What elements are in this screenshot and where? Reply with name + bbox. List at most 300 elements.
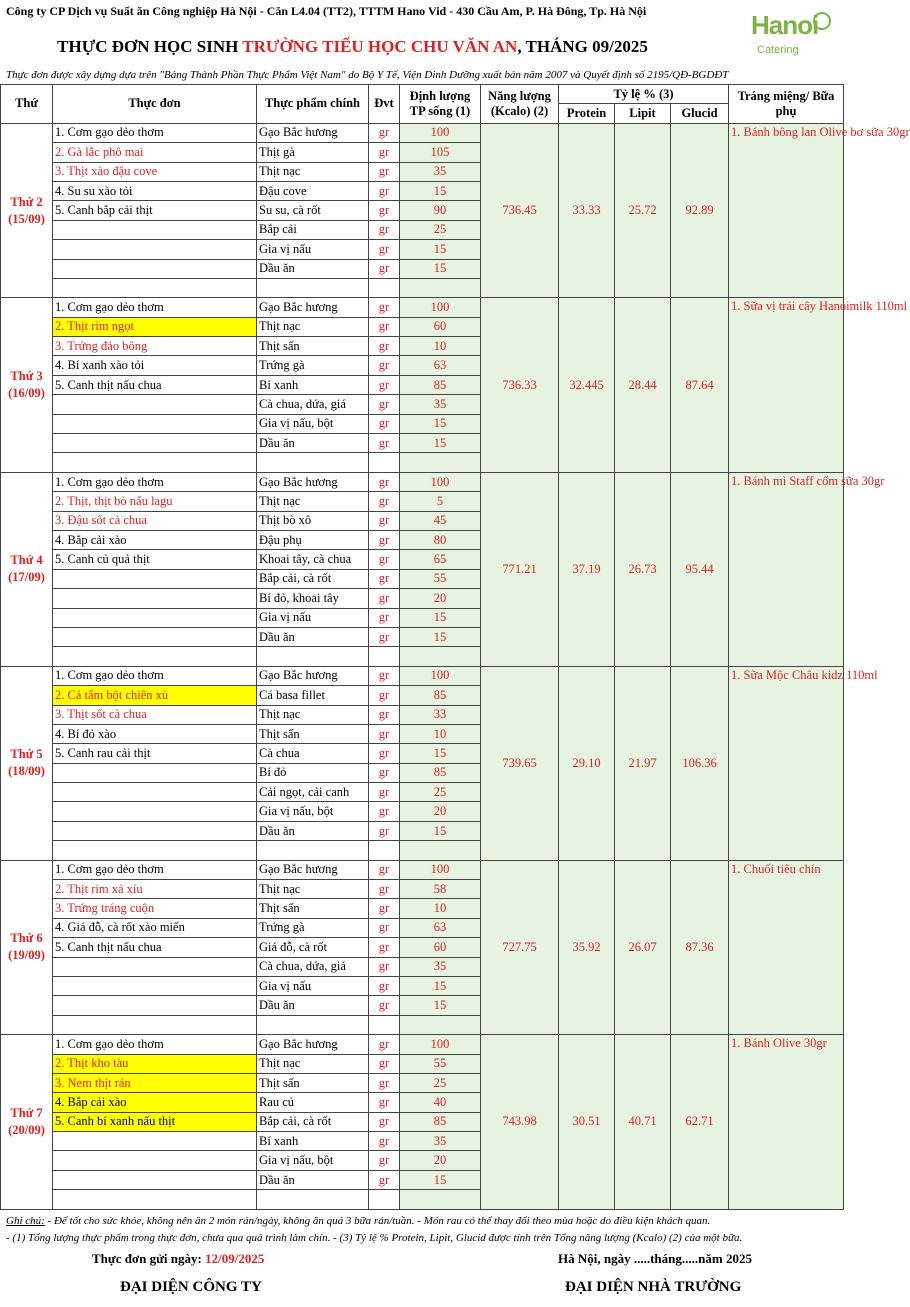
day-cell — [1, 298, 53, 473]
ingredient-cell — [257, 278, 369, 297]
unit-cell: gr — [369, 957, 400, 976]
day-date: (15/09) — [8, 211, 45, 226]
dish-cell: 2. Thịt kho tàu — [53, 1054, 257, 1073]
qty-cell: 85 — [400, 1112, 481, 1131]
col-dessert: Tráng miệng/ Bữa phụ — [729, 85, 844, 124]
day-date: (19/09) — [8, 948, 45, 963]
day-cell — [1, 666, 53, 860]
qty-cell: 5 — [400, 492, 481, 511]
lipit-cell: 40.71 — [615, 1035, 671, 1210]
ingredient-cell: Thịt nạc — [257, 705, 369, 724]
col-lipit: Lipit — [615, 104, 671, 123]
dish-cell: 5. Canh bắp cải thịt — [53, 201, 257, 220]
glucid-cell: 62.71 — [671, 1035, 729, 1210]
table-row — [1, 860, 844, 879]
dessert-cell: 1. Bánh bông lan Olive bơ sữa 30gr — [729, 123, 844, 298]
unit-cell — [369, 1190, 400, 1209]
dish-cell: 4. Bắp cải xào — [53, 530, 257, 549]
ingredient-cell: Dầu ăn — [257, 996, 369, 1015]
unit-cell: gr — [369, 705, 400, 724]
page-title — [0, 37, 705, 57]
unit-cell: gr — [369, 259, 400, 278]
ingredient-cell: Gạo Bắc hương — [257, 123, 369, 142]
ingredient-cell: Thịt gà — [257, 143, 369, 162]
qty-cell: 85 — [400, 686, 481, 705]
day-cell — [1, 472, 53, 666]
unit-cell: gr — [369, 763, 400, 782]
dish-cell: 4. Bí xanh xào tỏi — [53, 356, 257, 375]
qty-cell: 105 — [400, 143, 481, 162]
dish-cell: 2. Gà lắc phô mai — [53, 143, 257, 162]
qty-cell: 60 — [400, 938, 481, 957]
ingredient-cell: Bí đỏ — [257, 763, 369, 782]
school-name: TRƯỜNG TIỂU HỌC CHU VĂN AN — [242, 37, 518, 56]
qty-cell: 100 — [400, 860, 481, 879]
dish-cell: 3. Đậu sốt cà chua — [53, 511, 257, 530]
unit-cell: gr — [369, 627, 400, 646]
day-label: Thứ 4 — [10, 553, 43, 568]
notes-line-1 — [6, 1213, 837, 1230]
dish-cell — [53, 1151, 257, 1170]
dish-cell: 2. Thịt rim ngọt — [53, 317, 257, 336]
dish-cell: 4. Bí đỏ xào — [53, 724, 257, 743]
dish-cell: 3. Thịt sốt cà chua — [53, 705, 257, 724]
protein-cell: 32.445 — [559, 298, 615, 473]
dish-cell: 3. Thịt xào đậu cove — [53, 162, 257, 181]
ingredient-cell: Đậu cove — [257, 181, 369, 200]
dish-cell: 5. Canh rau cải thịt — [53, 744, 257, 763]
day-cell — [1, 123, 53, 298]
qty-cell: 15 — [400, 608, 481, 627]
dessert-cell: 1. Chuối tiêu chín — [729, 860, 844, 1035]
ingredient-cell: Thịt nạc — [257, 492, 369, 511]
qty-cell: 33 — [400, 705, 481, 724]
table-row — [1, 472, 844, 491]
day-cell — [1, 860, 53, 1035]
dish-cell — [53, 414, 257, 433]
unit-cell: gr — [369, 589, 400, 608]
dish-cell: 5. Canh thịt nấu chua — [53, 375, 257, 394]
logo-main: Hanoi — [751, 10, 819, 40]
ingredient-cell: Cà chua — [257, 744, 369, 763]
unit-cell: gr — [369, 395, 400, 414]
ingredient-cell: Cà chua, dứa, giá — [257, 395, 369, 414]
unit-cell: gr — [369, 608, 400, 627]
dish-cell — [53, 240, 257, 259]
ingredient-cell: Thịt sấn — [257, 724, 369, 743]
unit-cell: gr — [369, 511, 400, 530]
ingredient-cell: Cà chua, dứa, giá — [257, 957, 369, 976]
dish-cell — [53, 608, 257, 627]
ingredient-cell — [257, 841, 369, 860]
unit-cell: gr — [369, 783, 400, 802]
dish-cell — [53, 841, 257, 860]
col-glucid: Glucid — [671, 104, 729, 123]
qty-cell: 10 — [400, 337, 481, 356]
ingredient-cell: Dầu ăn — [257, 259, 369, 278]
dish-cell: 1. Cơm gạo dẻo thơm — [53, 298, 257, 317]
ingredient-cell: Thịt nạc — [257, 162, 369, 181]
lipit-cell: 26.73 — [615, 472, 671, 666]
logo-chef-hat-icon — [813, 12, 831, 30]
energy-cell: 739.65 — [481, 666, 559, 860]
company-representative: ĐẠI DIỆN CÔNG TY — [120, 1278, 262, 1295]
qty-cell: 35 — [400, 957, 481, 976]
ingredient-cell: Gia vị nấu, bột — [257, 802, 369, 821]
unit-cell — [369, 647, 400, 666]
qty-cell: 15 — [400, 976, 481, 995]
col-energy: Năng lượng (Kcalo) (2) — [481, 85, 559, 124]
unit-cell: gr — [369, 976, 400, 995]
qty-cell: 35 — [400, 395, 481, 414]
sent-label: Thực đơn gửi ngày: — [92, 1250, 206, 1266]
unit-cell: gr — [369, 1112, 400, 1131]
unit-cell: gr — [369, 1093, 400, 1112]
dish-cell: 1. Cơm gạo dẻo thơm — [53, 666, 257, 685]
unit-cell: gr — [369, 938, 400, 957]
glucid-cell: 87.64 — [671, 298, 729, 473]
unit-cell: gr — [369, 220, 400, 239]
dish-cell — [53, 1190, 257, 1209]
unit-cell: gr — [369, 724, 400, 743]
ingredient-cell: Thịt nạc — [257, 317, 369, 336]
dish-cell — [53, 957, 257, 976]
dish-cell — [53, 278, 257, 297]
qty-cell — [400, 1190, 481, 1209]
title-suffix: , THÁNG 09/2025 — [517, 37, 648, 56]
qty-cell: 55 — [400, 569, 481, 588]
qty-cell — [400, 1015, 481, 1034]
qty-cell: 15 — [400, 259, 481, 278]
qty-cell: 15 — [400, 821, 481, 840]
qty-cell: 55 — [400, 1054, 481, 1073]
ingredient-cell — [257, 1015, 369, 1034]
dish-cell — [53, 453, 257, 472]
dish-cell — [53, 976, 257, 995]
qty-cell: 100 — [400, 1035, 481, 1054]
unit-cell: gr — [369, 201, 400, 220]
dish-cell — [53, 1132, 257, 1151]
qty-cell: 15 — [400, 744, 481, 763]
ingredient-cell: Bí xanh — [257, 1132, 369, 1151]
unit-cell: gr — [369, 375, 400, 394]
ingredient-cell: Thịt sấn — [257, 899, 369, 918]
qty-cell: 15 — [400, 1170, 481, 1189]
ingredient-cell — [257, 647, 369, 666]
sent-date-line — [92, 1251, 264, 1267]
ingredient-cell: Thịt sấn — [257, 337, 369, 356]
unit-cell: gr — [369, 472, 400, 491]
qty-cell: 15 — [400, 434, 481, 453]
ingredient-cell: Gia vị nấu, bột — [257, 414, 369, 433]
ingredient-cell: Cá basa fillet — [257, 686, 369, 705]
unit-cell: gr — [369, 240, 400, 259]
qty-cell — [400, 278, 481, 297]
day-label: Thứ 3 — [10, 369, 43, 384]
glucid-cell: 92.89 — [671, 123, 729, 298]
unit-cell: gr — [369, 550, 400, 569]
ingredient-cell: Thịt bò xô — [257, 511, 369, 530]
ingredient-cell: Dầu ăn — [257, 627, 369, 646]
dessert-cell: 1. Sữa Mộc Châu kidz 110ml — [729, 666, 844, 860]
col-unit: Đvt — [369, 85, 400, 124]
dish-cell: 1. Cơm gạo dẻo thơm — [53, 123, 257, 142]
catering-logo — [747, 8, 837, 62]
qty-cell: 63 — [400, 918, 481, 937]
ingredient-cell: Gạo Bắc hương — [257, 472, 369, 491]
dish-cell: 1. Cơm gạo dẻo thơm — [53, 1035, 257, 1054]
col-qty: Định lượng TP sống (1) — [400, 85, 481, 124]
day-label: Thứ 2 — [10, 194, 43, 209]
unit-cell: gr — [369, 899, 400, 918]
col-menu: Thực đơn — [53, 85, 257, 124]
ingredient-cell: Su su, cà rốt — [257, 201, 369, 220]
qty-cell: 10 — [400, 899, 481, 918]
dish-cell — [53, 1170, 257, 1189]
table-row — [1, 1035, 844, 1054]
day-date: (17/09) — [8, 570, 45, 585]
menu-table — [0, 84, 910, 1210]
unit-cell: gr — [369, 1151, 400, 1170]
qty-cell: 100 — [400, 666, 481, 685]
energy-cell: 743.98 — [481, 1035, 559, 1210]
col-protein: Protein — [559, 104, 615, 123]
qty-cell: 15 — [400, 996, 481, 1015]
day-date: (18/09) — [8, 764, 45, 779]
dish-cell — [53, 395, 257, 414]
source-note: Thực đơn được xây dựng dựa trên "Bảng Thành Phần Thực Phẩm Việt Nam" do Bộ Y Tế, Viện Dinh Dưỡng xuất bản năm 2007 và Quyết định số 2195/QĐ-BGDĐT — [6, 69, 729, 81]
unit-cell: gr — [369, 1132, 400, 1151]
unit-cell — [369, 1015, 400, 1034]
dish-cell — [53, 434, 257, 453]
table-row — [1, 298, 844, 317]
col-day: Thứ — [1, 85, 53, 124]
unit-cell: gr — [369, 666, 400, 685]
table-row — [1, 123, 844, 142]
ingredient-cell: Gia vị nấu, bột — [257, 1151, 369, 1170]
dish-cell — [53, 1015, 257, 1034]
ingredient-cell: Trứng gà — [257, 918, 369, 937]
unit-cell: gr — [369, 996, 400, 1015]
col-ingredient: Thực phẩm chính — [257, 85, 369, 124]
unit-cell: gr — [369, 744, 400, 763]
dish-cell: 2. Thịt rim xá xíu — [53, 880, 257, 899]
lipit-cell: 26.07 — [615, 860, 671, 1035]
dish-cell — [53, 647, 257, 666]
qty-cell: 25 — [400, 783, 481, 802]
qty-cell: 35 — [400, 162, 481, 181]
qty-cell: 20 — [400, 589, 481, 608]
dish-cell: 3. Trứng đảo bông — [53, 337, 257, 356]
ingredient-cell: Bắp cải — [257, 220, 369, 239]
unit-cell — [369, 841, 400, 860]
qty-cell: 35 — [400, 1132, 481, 1151]
glucid-cell: 106.36 — [671, 666, 729, 860]
ingredient-cell: Khoai tây, cà chua — [257, 550, 369, 569]
dish-cell — [53, 220, 257, 239]
glucid-cell: 95.44 — [671, 472, 729, 666]
dish-cell: 2. Thịt, thịt bò nấu lagu — [53, 492, 257, 511]
dessert-cell: 1. Bánh mì Staff cốm sữa 30gr — [729, 472, 844, 666]
ingredient-cell: Thịt nạc — [257, 1054, 369, 1073]
ingredient-cell: Dầu ăn — [257, 821, 369, 840]
ingredient-cell: Gia vị nấu — [257, 240, 369, 259]
qty-cell — [400, 453, 481, 472]
qty-cell: 90 — [400, 201, 481, 220]
day-date: (20/09) — [8, 1122, 45, 1137]
unit-cell: gr — [369, 337, 400, 356]
qty-cell: 85 — [400, 375, 481, 394]
notes-label: Ghi chú: — [6, 1214, 45, 1227]
ingredient-cell: Giá đỗ, cà rốt — [257, 938, 369, 957]
ingredient-cell: Gạo Bắc hương — [257, 666, 369, 685]
qty-cell: 15 — [400, 414, 481, 433]
day-label: Thứ 6 — [10, 931, 43, 946]
dish-cell — [53, 589, 257, 608]
protein-cell: 37.19 — [559, 472, 615, 666]
dish-cell: 5. Canh thịt nấu chua — [53, 938, 257, 957]
page-footer — [0, 1247, 843, 1307]
qty-cell: 25 — [400, 220, 481, 239]
dish-cell: 3. Trứng tráng cuộn — [53, 899, 257, 918]
ingredient-cell: Gạo Bắc hương — [257, 298, 369, 317]
qty-cell: 100 — [400, 298, 481, 317]
ingredient-cell: Gia vị nấu — [257, 608, 369, 627]
unit-cell: gr — [369, 821, 400, 840]
energy-cell: 736.45 — [481, 123, 559, 298]
qty-cell: 85 — [400, 763, 481, 782]
unit-cell: gr — [369, 802, 400, 821]
ingredient-cell: Rau củ — [257, 1093, 369, 1112]
dish-cell — [53, 783, 257, 802]
unit-cell: gr — [369, 143, 400, 162]
unit-cell: gr — [369, 1073, 400, 1092]
qty-cell: 65 — [400, 550, 481, 569]
page-header — [0, 0, 843, 66]
dish-cell: 5. Canh củ quả thịt — [53, 550, 257, 569]
qty-cell: 60 — [400, 317, 481, 336]
ingredient-cell: Bắp cải, cà rốt — [257, 1112, 369, 1131]
qty-cell: 80 — [400, 530, 481, 549]
ingredient-cell: Gạo Bắc hương — [257, 860, 369, 879]
day-date: (16/09) — [8, 386, 45, 401]
energy-cell: 736.33 — [481, 298, 559, 473]
notes-text-1: - Để tốt cho sức khỏe, không nên ăn 2 món rán/ngày, không ăn quá 3 bữa rán/tuần. - Món rau có thể thay đổi theo mùa hoặc do điều kiện khách quan. — [44, 1214, 711, 1227]
lipit-cell: 25.72 — [615, 123, 671, 298]
ingredient-cell: Dầu ăn — [257, 1170, 369, 1189]
dish-cell — [53, 259, 257, 278]
table-row — [1, 666, 844, 685]
unit-cell: gr — [369, 880, 400, 899]
dessert-cell: 1. Bánh Olive 30gr — [729, 1035, 844, 1210]
qty-cell: 20 — [400, 802, 481, 821]
dish-cell: 1. Cơm gạo dẻo thơm — [53, 472, 257, 491]
unit-cell: gr — [369, 414, 400, 433]
company-line: Công ty CP Dịch vụ Suất ăn Công nghiệp Hà Nội - Căn L4.04 (TT2), TTTM Hano Vid - 430 Cầu Am, P. Hà Đông, Tp. Hà Nội — [6, 4, 647, 18]
unit-cell: gr — [369, 162, 400, 181]
protein-cell: 33.33 — [559, 123, 615, 298]
qty-cell: 63 — [400, 356, 481, 375]
unit-cell: gr — [369, 181, 400, 200]
ingredient-cell: Đậu phụ — [257, 530, 369, 549]
ingredient-cell — [257, 1190, 369, 1209]
school-representative: ĐẠI DIỆN NHÀ TRƯỜNG — [565, 1278, 742, 1295]
qty-cell: 25 — [400, 1073, 481, 1092]
ingredient-cell: Thịt sấn — [257, 1073, 369, 1092]
ingredient-cell: Bí đỏ, khoai tây — [257, 589, 369, 608]
qty-cell — [400, 841, 481, 860]
ingredient-cell: Thịt nạc — [257, 880, 369, 899]
ingredient-cell: Bắp cải, cà rốt — [257, 569, 369, 588]
dish-cell: 3. Nem thịt rán — [53, 1073, 257, 1092]
unit-cell: gr — [369, 492, 400, 511]
qty-cell — [400, 647, 481, 666]
ingredient-cell: Cải ngọt, cải canh — [257, 783, 369, 802]
dish-cell: 1. Cơm gạo dẻo thơm — [53, 860, 257, 879]
unit-cell: gr — [369, 434, 400, 453]
ingredient-cell — [257, 453, 369, 472]
unit-cell: gr — [369, 298, 400, 317]
energy-cell: 727.75 — [481, 860, 559, 1035]
unit-cell: gr — [369, 569, 400, 588]
unit-cell: gr — [369, 918, 400, 937]
qty-cell: 10 — [400, 724, 481, 743]
unit-cell: gr — [369, 1170, 400, 1189]
ingredient-cell: Trứng gà — [257, 356, 369, 375]
ingredient-cell: Bí xanh — [257, 375, 369, 394]
dish-cell — [53, 802, 257, 821]
qty-cell: 100 — [400, 123, 481, 142]
col-ratio: Tỷ lệ % (3) — [559, 85, 729, 104]
protein-cell: 29.10 — [559, 666, 615, 860]
lipit-cell: 21.97 — [615, 666, 671, 860]
dish-cell — [53, 763, 257, 782]
energy-cell: 771.21 — [481, 472, 559, 666]
unit-cell: gr — [369, 123, 400, 142]
unit-cell: gr — [369, 1054, 400, 1073]
logo-sub: Catering — [757, 44, 799, 56]
protein-cell: 30.51 — [559, 1035, 615, 1210]
ingredient-cell: Dầu ăn — [257, 434, 369, 453]
unit-cell: gr — [369, 356, 400, 375]
qty-cell: 15 — [400, 627, 481, 646]
title-prefix: THỰC ĐƠN HỌC SINH — [57, 37, 243, 56]
dish-cell: 4. Bắp cải xào — [53, 1093, 257, 1112]
dish-cell — [53, 627, 257, 646]
unit-cell: gr — [369, 686, 400, 705]
unit-cell: gr — [369, 530, 400, 549]
ingredient-cell: Gia vị nấu — [257, 976, 369, 995]
qty-cell: 20 — [400, 1151, 481, 1170]
unit-cell: gr — [369, 860, 400, 879]
day-cell — [1, 1035, 53, 1210]
dish-cell: 4. Giá đỗ, cà rốt xào miến — [53, 918, 257, 937]
dish-cell: 5. Canh bí xanh nấu thịt — [53, 1112, 257, 1131]
dish-cell: 2. Cá tẩm bột chiên xù — [53, 686, 257, 705]
glucid-cell: 87.36 — [671, 860, 729, 1035]
protein-cell: 35.92 — [559, 860, 615, 1035]
sent-date: 12/09/2025 — [205, 1250, 265, 1266]
qty-cell: 45 — [400, 511, 481, 530]
place-date: Hà Nội, ngày .....tháng.....năm 2025 — [558, 1250, 752, 1266]
qty-cell: 40 — [400, 1093, 481, 1112]
qty-cell: 15 — [400, 181, 481, 200]
notes — [0, 1210, 843, 1247]
unit-cell: gr — [369, 1035, 400, 1054]
qty-cell: 58 — [400, 880, 481, 899]
dessert-cell: 1. Sữa vị trái cây Hanoimilk 110ml — [729, 298, 844, 473]
dish-cell — [53, 569, 257, 588]
